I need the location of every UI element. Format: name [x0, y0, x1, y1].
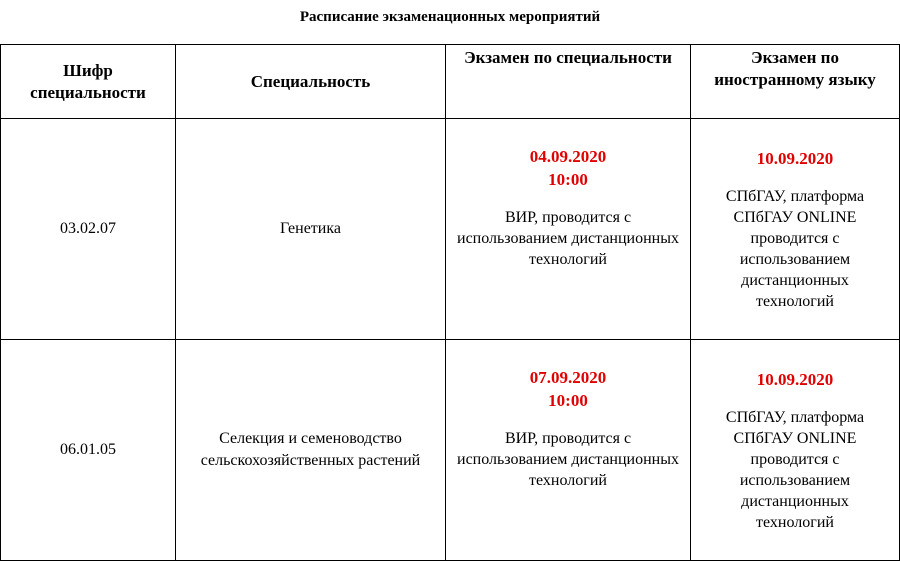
spec-exam-note: ВИР, проводится с использованием дистанционных технологий	[457, 429, 679, 489]
lang-exam-note: СПбГАУ, платформа СПбГАУ ONLINE проводится с использованием дистанционных технологий	[725, 187, 865, 310]
lang-exam-note: СПбГАУ, платформа СПбГАУ ONLINE проводится с использованием дистанционных технологий	[725, 408, 865, 531]
cell-exam-specialty	[446, 119, 691, 340]
table-row	[1, 119, 900, 340]
lang-exam-date: 10.09.2020	[756, 148, 834, 168]
cell-code: 03.02.07	[1, 119, 176, 340]
spec-exam-date: 07.09.2020	[529, 367, 607, 387]
exam-schedule-table	[0, 44, 900, 561]
cell-specialty: Селекция и семеноводство сельскохозяйственных растений	[176, 340, 446, 561]
cell-exam-specialty	[446, 340, 691, 561]
spec-exam-time: 10:00	[548, 169, 588, 189]
page-title: Расписание экзаменационных мероприятий	[299, 9, 601, 25]
cell-exam-language	[691, 340, 900, 561]
header-specialty: Специальность	[176, 45, 446, 119]
header-code: Шифр специальности	[1, 45, 176, 119]
cell-specialty: Генетика	[176, 119, 446, 340]
lang-exam-date: 10.09.2020	[756, 369, 834, 389]
spec-exam-date: 04.09.2020	[529, 146, 607, 166]
header-exam-specialty: Экзамен по специальности	[446, 45, 691, 119]
table-row	[1, 340, 900, 561]
cell-code: 06.01.05	[1, 340, 176, 561]
header-exam-language: Экзамен по иностранному языку	[691, 45, 900, 119]
spec-exam-note: ВИР, проводится с использованием дистанционных технологий	[457, 208, 679, 268]
cell-exam-language	[691, 119, 900, 340]
spec-exam-time: 10:00	[548, 390, 588, 410]
header-row	[1, 45, 900, 119]
